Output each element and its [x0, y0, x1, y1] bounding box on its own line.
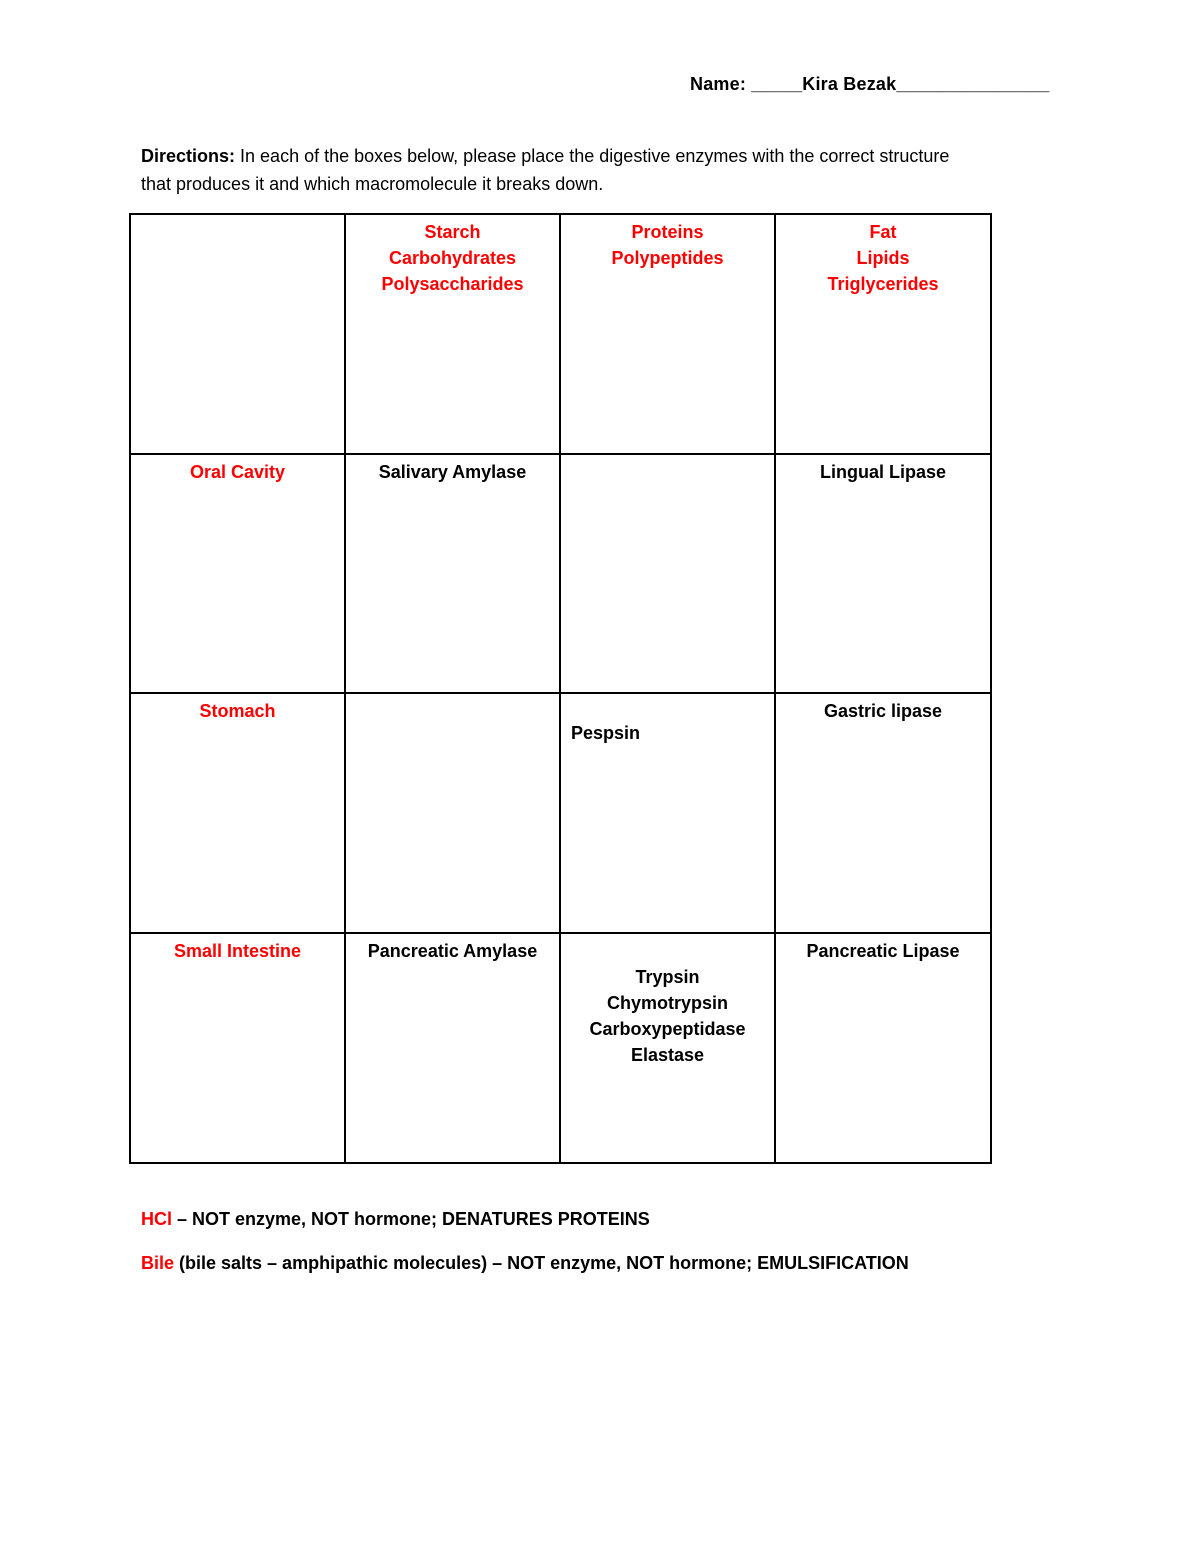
column-header-fats [775, 214, 991, 454]
enzyme-entry: Pancreatic Lipase [806, 941, 960, 961]
column-header-line: Starch [424, 222, 481, 242]
table-header-row [130, 214, 991, 454]
note-bile-label: Bile [141, 1253, 175, 1273]
note-hcl [141, 1209, 650, 1230]
column-header-carbohydrates [345, 214, 560, 454]
column-header-line: Polypeptides [611, 248, 724, 268]
enzyme-entry: Salivary Amylase [378, 462, 527, 482]
column-header-line: Polysaccharides [381, 274, 524, 294]
table-row-oral-cavity [130, 454, 991, 693]
enzyme-entry: Trypsin [635, 967, 700, 987]
enzyme-entry: Chymotrypsin [606, 993, 729, 1013]
row-header-oral-cavity [130, 454, 345, 693]
enzyme-entry: Pespsin [571, 723, 641, 743]
enzyme-entry [561, 455, 774, 459]
table-row-small-intestine [130, 933, 991, 1163]
cell-oral-carbohydrate [345, 454, 560, 693]
column-header-line: Proteins [631, 222, 704, 242]
cell-stomach-protein [560, 693, 775, 933]
cell-intestine-protein [560, 933, 775, 1163]
row-label: Oral Cavity [189, 462, 286, 482]
directions-label: Directions: [141, 146, 236, 166]
cell-oral-fat [775, 454, 991, 693]
note-hcl-label: HCl [141, 1209, 172, 1229]
directions-text-line-2: that produces it and which macromolecule it breaks down. [141, 174, 604, 194]
row-header-stomach [130, 693, 345, 933]
note-bile-paren: (bile salts – amphipathic molecules) [174, 1253, 488, 1273]
cell-oral-protein [560, 454, 775, 693]
enzyme-table [129, 213, 992, 1164]
student-name-line: Name: _____Kira Bezak_______________ [690, 74, 1050, 94]
column-header-line: Lipids [856, 248, 910, 268]
cell-stomach-carbohydrate [345, 693, 560, 933]
note-bile [141, 1253, 909, 1274]
column-header-proteins [560, 214, 775, 454]
cell-intestine-carbohydrate [345, 933, 560, 1163]
row-header-small-intestine [130, 933, 345, 1163]
note-bile-text: – NOT enzyme, NOT hormone; EMULSIFICATION [487, 1253, 909, 1273]
column-header-line: Carbohydrates [388, 248, 517, 268]
table-row-stomach [130, 693, 991, 933]
enzyme-entry: Carboxypeptidase [589, 1019, 746, 1039]
enzyme-entry: Gastric lipase [823, 701, 943, 721]
column-header-line: Triglycerides [827, 274, 939, 294]
row-label: Stomach [199, 701, 276, 721]
note-hcl-text: – NOT enzyme, NOT hormone; DENATURES PROTEINS [172, 1209, 650, 1229]
cell-intestine-fat [775, 933, 991, 1163]
row-label: Small Intestine [173, 941, 302, 961]
enzyme-entry: Lingual Lipase [819, 462, 947, 482]
directions-text-line-1: In each of the boxes below, please place the digestive enzymes with the correct structure [235, 146, 950, 166]
corner-cell [130, 214, 345, 454]
enzyme-entry [346, 694, 559, 698]
enzyme-entry: Pancreatic Amylase [367, 941, 538, 961]
directions-paragraph [141, 142, 1041, 198]
cell-stomach-fat [775, 693, 991, 933]
enzyme-entry: Elastase [630, 1045, 705, 1065]
column-header-line: Fat [869, 222, 897, 242]
